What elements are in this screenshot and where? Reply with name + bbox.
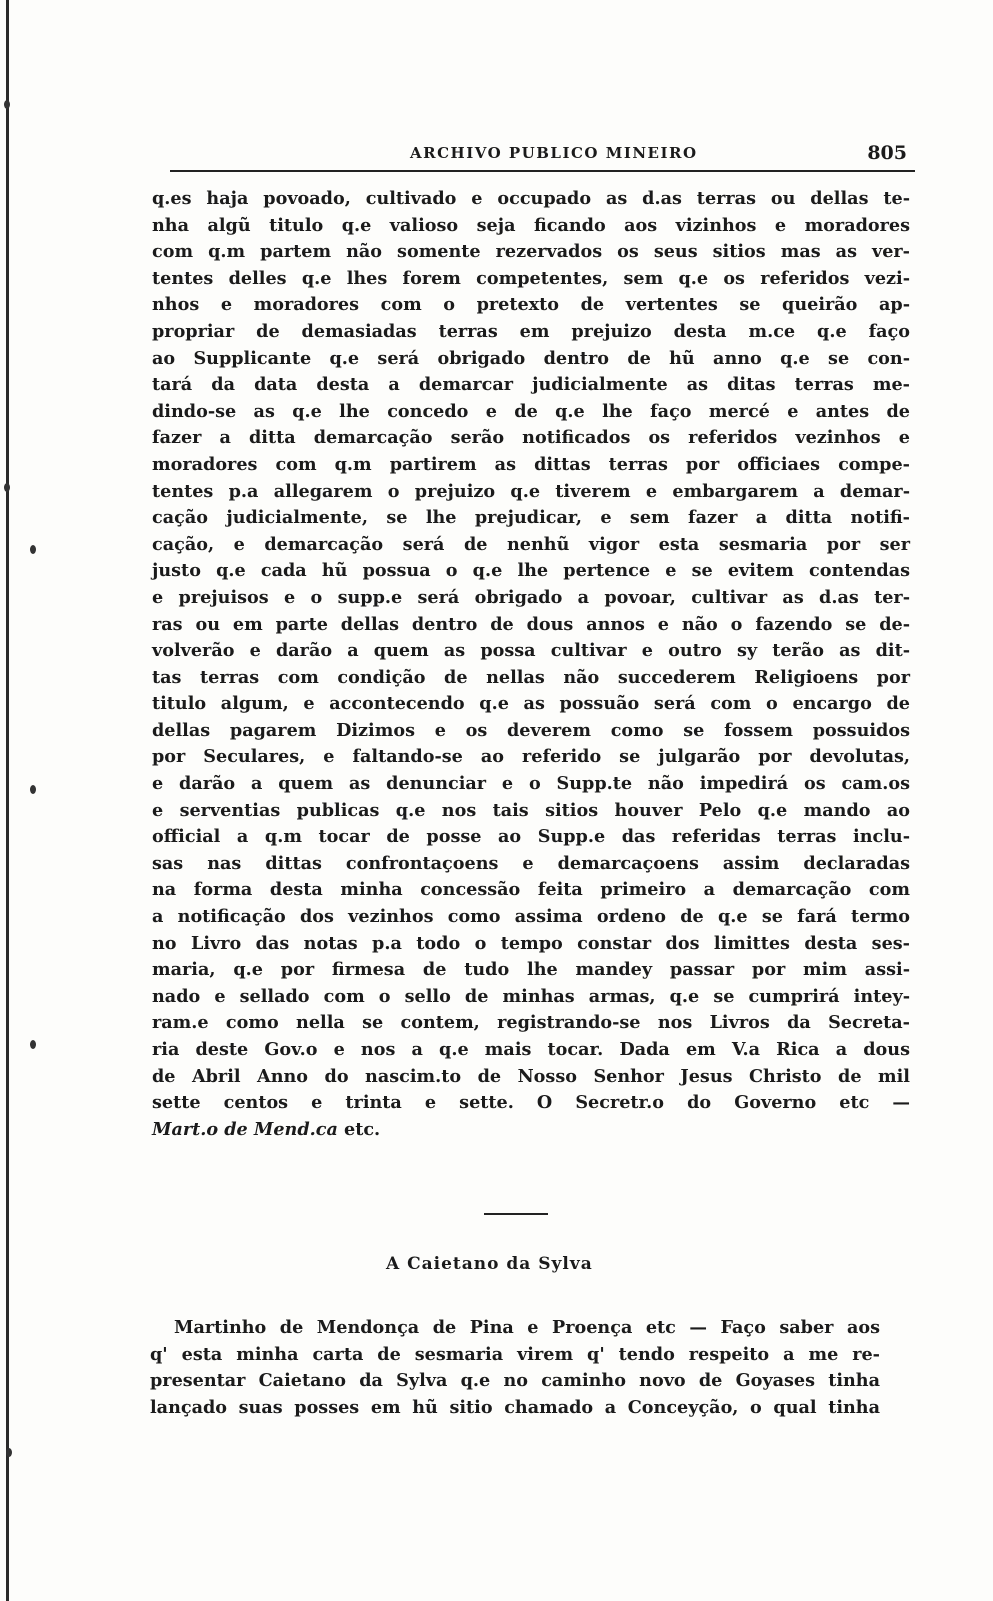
- text-line: e darão a quem as denunciar e o Supp.te não impedirá os cam.os: [152, 773, 910, 795]
- page-number: 805: [867, 142, 907, 164]
- text-line: de Abril Anno do nascim.to de Nosso Senhor Jesus Christo de mil: [152, 1065, 910, 1087]
- text-line: q' esta minha carta de sesmaria virem q' tendo respeito a me re-: [150, 1343, 880, 1365]
- scan-speck: [4, 483, 10, 492]
- running-header-title: ARCHIVO PUBLICO MINEIRO: [410, 144, 698, 162]
- text-line: tentes delles q.e lhes forem competentes, sem q.e os referidos vezi-: [152, 267, 910, 289]
- text-line: sas nas dittas confrontaçoens e demarcaçoens assim declaradas: [152, 852, 910, 874]
- scan-speck: [6, 1448, 12, 1457]
- text-line: nhos e moradores com o pretexto de vertentes se queirão ap-: [152, 294, 910, 316]
- scan-speck: [30, 785, 36, 794]
- text-line: e prejuisos e o supp.e será obrigado a povoar, cultivar as d.as ter-: [152, 586, 910, 608]
- signature-suffix: etc.: [337, 1118, 381, 1140]
- scan-speck: [30, 545, 36, 554]
- text-line: ao Supplicante q.e será obrigado dentro de hũ anno q.e se con-: [152, 347, 910, 369]
- text-line: na forma desta minha concessão feita primeiro a demarcação com: [152, 879, 910, 901]
- section-divider: [484, 1213, 548, 1215]
- text-line: nado e sellado com o sello de minhas armas, q.e se cumprirá intey-: [152, 985, 910, 1007]
- text-line: cação, e demarcação será de nenhũ vigor esta sesmaria por ser: [152, 533, 910, 555]
- text-line: titulo algum, e accontecendo q.e as possuão será com o encargo de: [152, 693, 910, 715]
- scan-binding-edge: [6, 0, 9, 1601]
- header-rule: [170, 170, 915, 172]
- text-line: cação judicialmente, se lhe prejudicar, e sem fazer a ditta notifi-: [152, 507, 910, 529]
- text-line: presentar Caietano da Sylva q.e no caminho novo de Goyases tinha: [150, 1370, 880, 1392]
- text-line: nha algũ titulo q.e valioso seja ficando aos vizinhos e moradores: [152, 214, 910, 236]
- text-line: dindo-se as q.e lhe concedo e de q.e lhe faço mercé e antes de: [152, 400, 910, 422]
- running-header: [170, 144, 915, 170]
- text-line: ras ou em parte dellas dentro de dous annos e não o fazendo se de-: [152, 613, 910, 635]
- section-title: A Caietano da Sylva: [386, 1254, 593, 1274]
- text-line: lançado suas posses em hũ sitio chamado a Conceyção, o qual tinha: [150, 1396, 880, 1418]
- text-line: dellas pagarem Dizimos e os deverem como se fossem possuidos: [152, 719, 910, 741]
- text-line: com q.m partem não somente rezervados os seus sitios mas as ver-: [152, 241, 910, 263]
- text-line: sette centos e trinta e sette. O Secretr.o do Governo etc —: [152, 1092, 910, 1114]
- text-line: fazer a ditta demarcação serão notificados os referidos vezinhos e: [152, 427, 910, 449]
- scan-speck: [30, 1040, 36, 1049]
- text-line: Martinho de Mendonça de Pina e Proença etc — Faço saber aos: [174, 1317, 880, 1338]
- text-line: ram.e como nella se contem, registrando-se nos Livros da Secreta-: [152, 1012, 910, 1034]
- text-line: moradores com q.m partirem as dittas terras por officiaes compe-: [152, 453, 910, 475]
- text-line: official a q.m tocar de posse ao Supp.e das referidas terras inclu-: [152, 826, 910, 848]
- text-line: propriar de demasiadas terras em prejuizo desta m.ce q.e faço: [152, 320, 910, 342]
- text-line: e serventias publicas q.e nos tais sitios houver Pelo q.e mando ao: [152, 799, 910, 821]
- text-line: a notificação dos vezinhos como assima ordeno de q.e se fará termo: [152, 906, 910, 928]
- scan-speck: [4, 100, 10, 109]
- text-line: maria, q.e por firmesa de tudo lhe mandey passar por mim assi-: [152, 959, 910, 981]
- text-line: q.es haja povoado, cultivado e occupado as d.as terras ou dellas te-: [152, 188, 910, 209]
- text-line: por Seculares, e faltando-se ao referido se julgarão por devolutas,: [152, 746, 910, 768]
- text-line: no Livro das notas p.a todo o tempo constar dos limittes desta ses-: [152, 932, 910, 954]
- text-line: tará da data desta a demarcar judicialmente as ditas terras me-: [152, 374, 910, 396]
- main-text-block: [152, 186, 910, 1143]
- text-line: volverão e darão a quem as possa cultivar e outro sy terão as dit-: [152, 640, 910, 662]
- second-text-block: [150, 1315, 880, 1421]
- signature-name: Mart.o de Mend.ca: [152, 1118, 338, 1140]
- text-line: tentes p.a allegarem o prejuizo q.e tiverem e embargarem a demar-: [152, 480, 910, 502]
- text-line: justo q.e cada hũ possua o q.e lhe pertence e se evitem contendas: [152, 560, 910, 582]
- signature-line: [152, 1117, 910, 1144]
- text-line: ria deste Gov.o e nos a q.e mais tocar. Dada em V.a Rica a dous: [152, 1039, 910, 1060]
- text-line: tas terras com condição de nellas não succederem Religioens por: [152, 666, 910, 688]
